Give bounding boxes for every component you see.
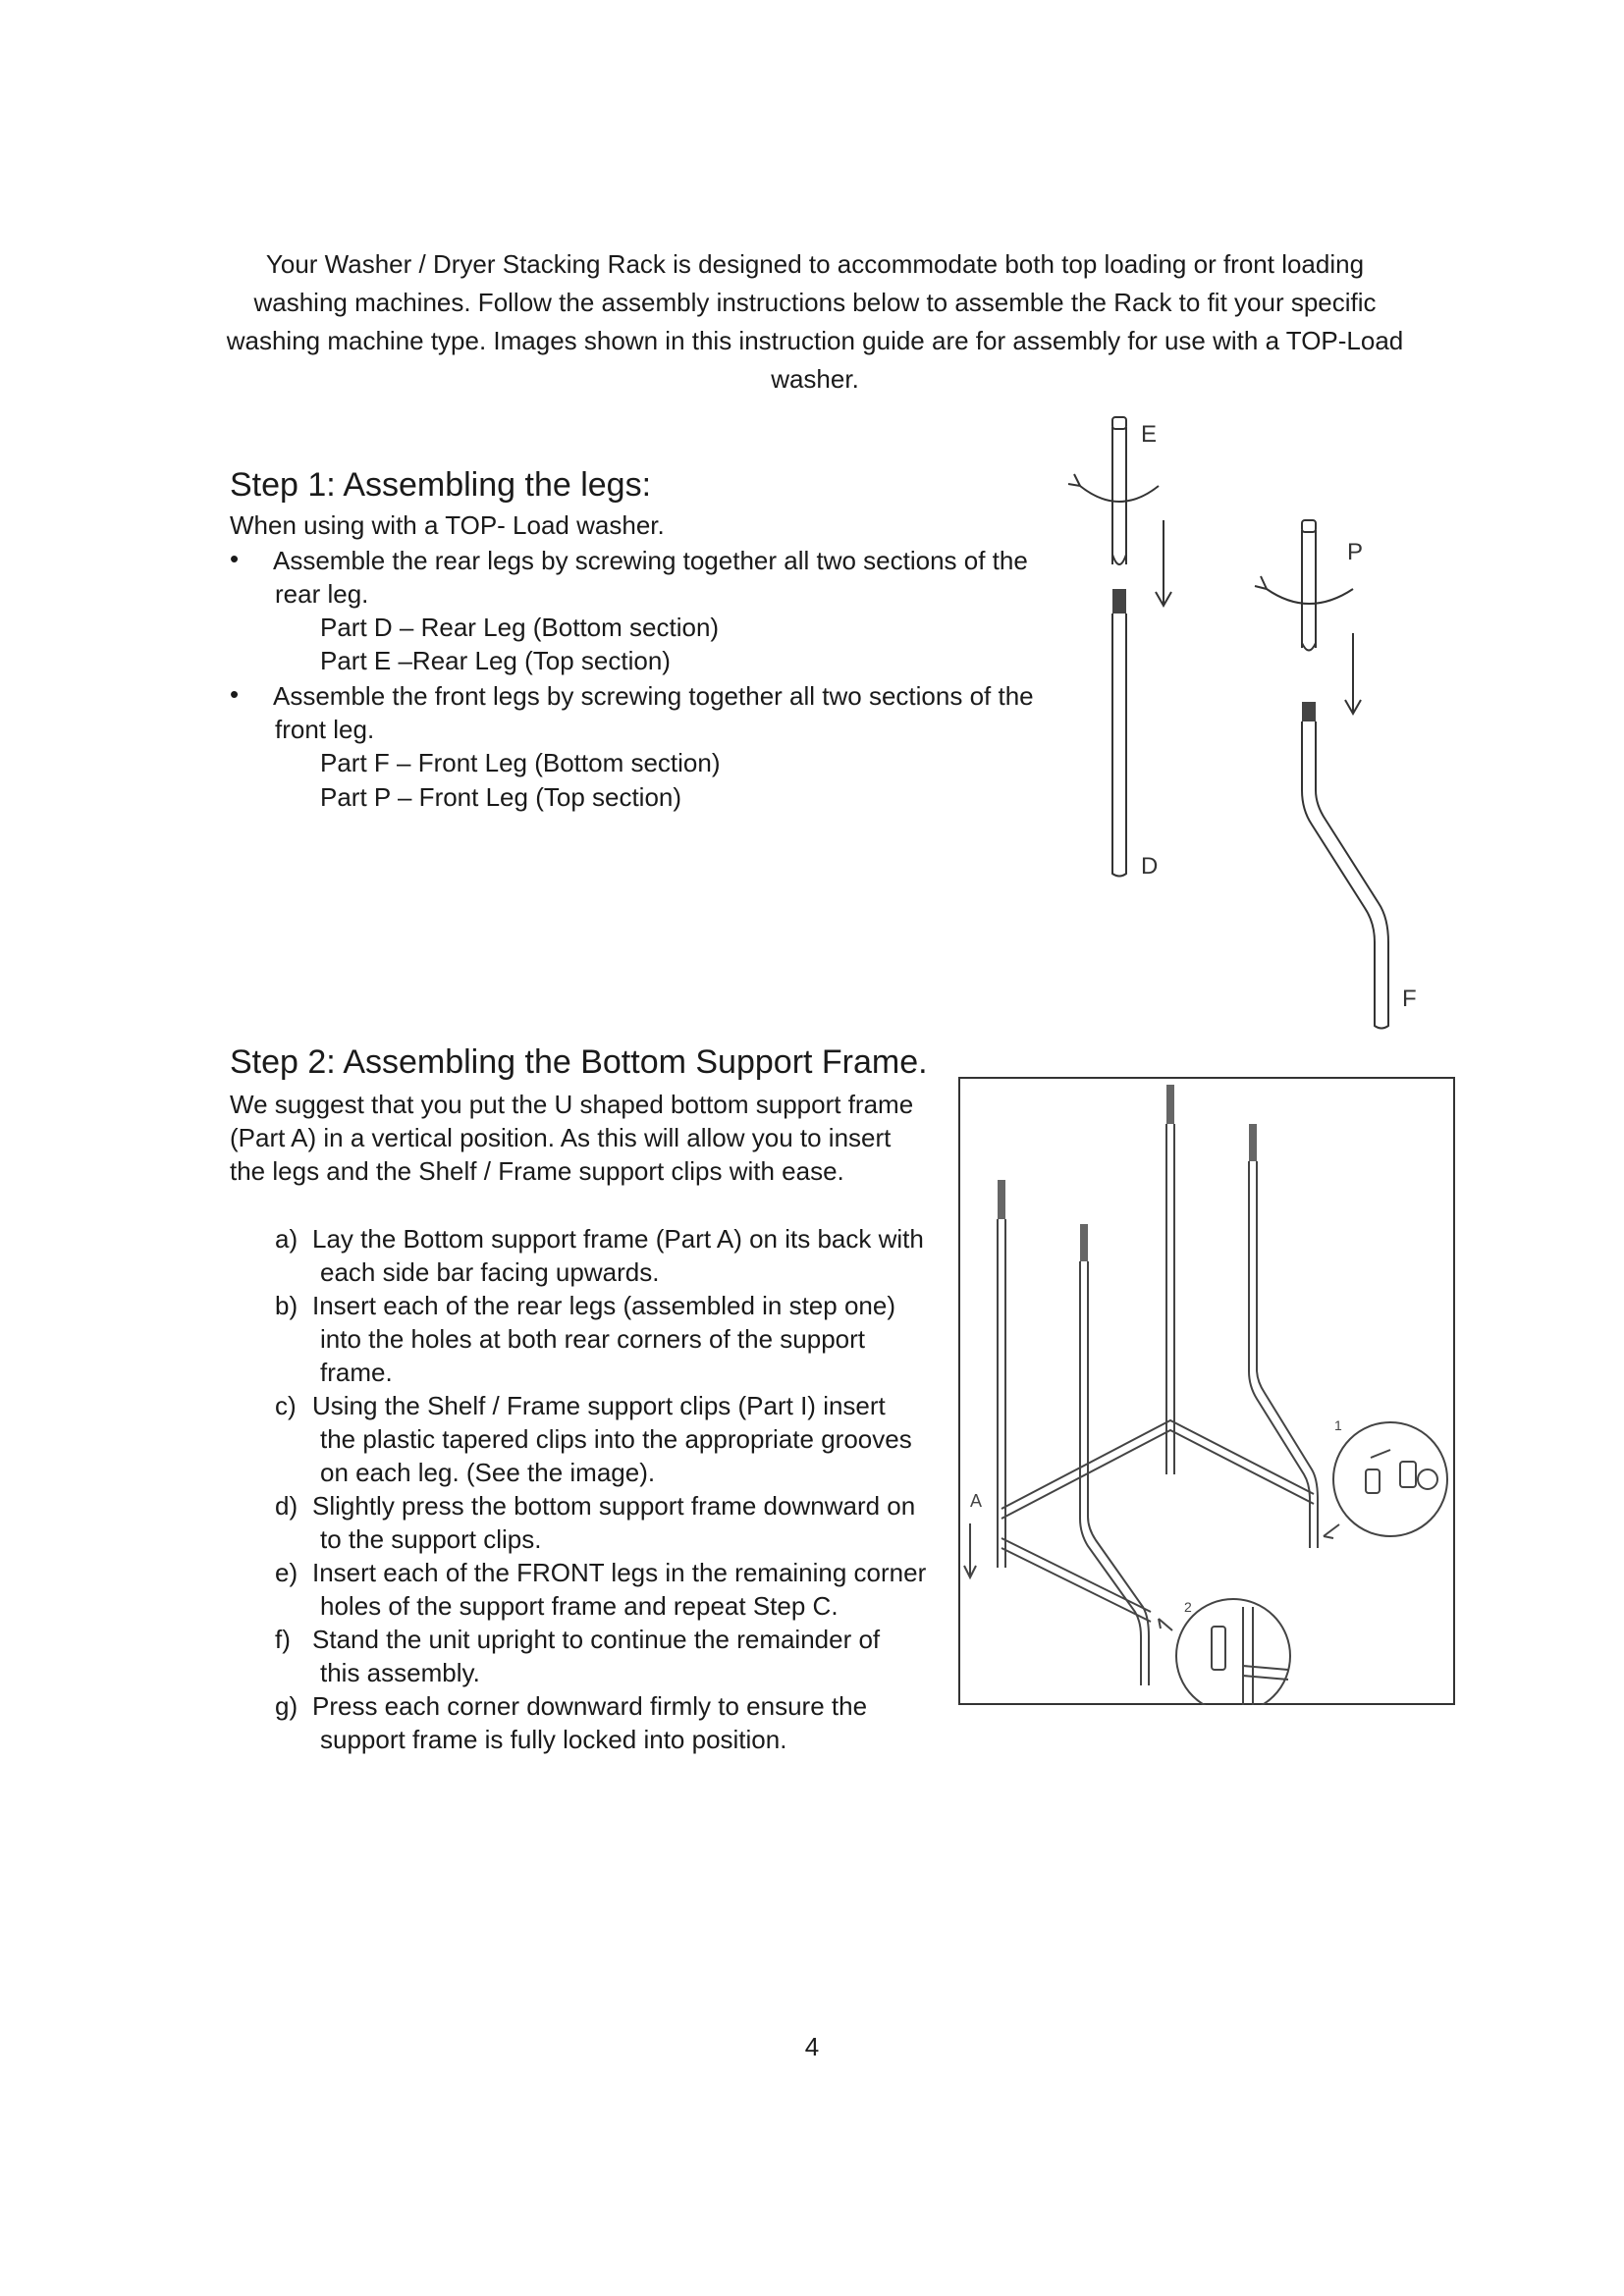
bullet-dot: • [230, 679, 240, 709]
step1-bullet2-line1: Assemble the front legs by screwing together all two sections of the [273, 681, 1034, 711]
rear-leg-bottom-section [1112, 589, 1126, 877]
intro-line: washing machine type. Images shown in this instruction guide are for assembly for use with a TOP-Load [226, 326, 1404, 355]
intro-line: washer. [771, 364, 859, 394]
label-e: E [1141, 421, 1158, 448]
list-item-line: Insert each of the rear legs (assembled in step one) [312, 1291, 895, 1320]
label-d: D [1141, 853, 1159, 880]
list-item-label: g) [275, 1691, 298, 1721]
legs-assembly-figure [1041, 407, 1453, 1036]
detail-label-1: 1 [1334, 1417, 1342, 1433]
list-item-label: d) [275, 1491, 298, 1521]
list-item [275, 1389, 943, 1489]
step2-list [275, 1222, 943, 1756]
list-item-line: holes of the support frame and repeat Step C. [320, 1591, 839, 1621]
list-item-label: e) [275, 1558, 298, 1587]
twist-arrow-icon [1267, 589, 1353, 604]
down-arrow-icon [964, 1523, 976, 1577]
pointer-arrow-icon [1159, 1619, 1172, 1630]
step1-part-e: Part E –Rear Leg (Top section) [320, 646, 671, 675]
list-item-line: Lay the Bottom support frame (Part A) on its back with [312, 1224, 924, 1254]
list-item-line: each side bar facing upwards. [320, 1257, 660, 1287]
step2-title: Step 2: Assembling the Bottom Support Frame. [230, 1043, 928, 1081]
pointer-arrow-icon [1324, 1524, 1339, 1538]
list-item [275, 1689, 943, 1756]
bullet-dot: • [230, 544, 240, 573]
list-item [275, 1623, 943, 1689]
list-item-label: c) [275, 1391, 297, 1420]
step2-intro [230, 1088, 913, 1188]
step1-bullet1-line1: Assemble the rear legs by screwing together all two sections of the [273, 546, 1028, 575]
frame-assembly-figure [958, 1077, 1455, 1705]
front-leg-right [1249, 1124, 1318, 1548]
page-number: 4 [804, 2032, 820, 2061]
clip-detail-2-icon [1176, 1599, 1290, 1705]
step2-intro-line: the legs and the Shelf / Frame support clips with ease. [230, 1156, 844, 1186]
step1-bullet1-line2: rear leg. [275, 579, 369, 609]
clip-detail-1-icon [1333, 1422, 1447, 1536]
list-item-line: frame. [320, 1358, 393, 1387]
step1-bullet2-line2: front leg. [275, 715, 375, 744]
down-arrow-icon [1345, 633, 1361, 714]
list-item [275, 1489, 943, 1556]
label-p: P [1347, 539, 1364, 565]
detail-label-2: 2 [1184, 1599, 1192, 1615]
list-item-line: on each leg. (See the image). [320, 1458, 656, 1487]
front-leg-bottom-section [1302, 702, 1388, 1029]
down-arrow-icon [1156, 520, 1171, 606]
intro-line: washing machines. Follow the assembly instructions below to assemble the Rack to fit your specific [253, 288, 1377, 317]
step1-part-f: Part F – Front Leg (Bottom section) [320, 748, 721, 777]
step1-title: Step 1: Assembling the legs: [230, 466, 652, 504]
label-f: F [1402, 986, 1417, 1012]
twist-arrow-icon [1080, 486, 1159, 502]
intro-paragraph [216, 245, 1414, 399]
list-item-line: Using the Shelf / Frame support clips (Part I) insert [312, 1391, 886, 1420]
step2-intro-line: (Part A) in a vertical position. As this will allow you to insert [230, 1123, 892, 1152]
figure-border [959, 1078, 1454, 1704]
list-item-line: Slightly press the bottom support frame downward on [312, 1491, 916, 1521]
step1-part-d: Part D – Rear Leg (Bottom section) [320, 613, 720, 642]
list-item-line: into the holes at both rear corners of the support [320, 1324, 866, 1354]
list-item-label: f) [275, 1625, 291, 1654]
list-item-line: the plastic tapered clips into the appropriate grooves [320, 1424, 912, 1454]
rear-leg-left [998, 1180, 1005, 1568]
step1-part-p: Part P – Front Leg (Top section) [320, 782, 682, 812]
list-item-label: a) [275, 1224, 298, 1254]
list-item-label: b) [275, 1291, 298, 1320]
list-item-line: Insert each of the FRONT legs in the remaining corner [312, 1558, 927, 1587]
step2-intro-line: We suggest that you put the U shaped bottom support frame [230, 1090, 914, 1119]
list-item [275, 1556, 943, 1623]
bottom-support-frame [1001, 1420, 1314, 1622]
list-item-line: Stand the unit upright to continue the remainder of [312, 1625, 881, 1654]
list-item [275, 1289, 943, 1389]
list-item-line: Press each corner downward firmly to ensure the [312, 1691, 868, 1721]
list-item-line: this assembly. [320, 1658, 480, 1687]
front-leg-top-section [1255, 520, 1353, 651]
list-item [275, 1222, 943, 1289]
intro-line: Your Washer / Dryer Stacking Rack is designed to accommodate both top loading or front loading [265, 249, 1365, 279]
rear-leg-center [1166, 1085, 1174, 1474]
label-a: A [970, 1491, 983, 1511]
list-item-line: to the support clips. [320, 1524, 542, 1554]
step1-subtitle: When using with a TOP- Load washer. [230, 510, 665, 540]
list-item-line: support frame is fully locked into position. [320, 1725, 787, 1754]
